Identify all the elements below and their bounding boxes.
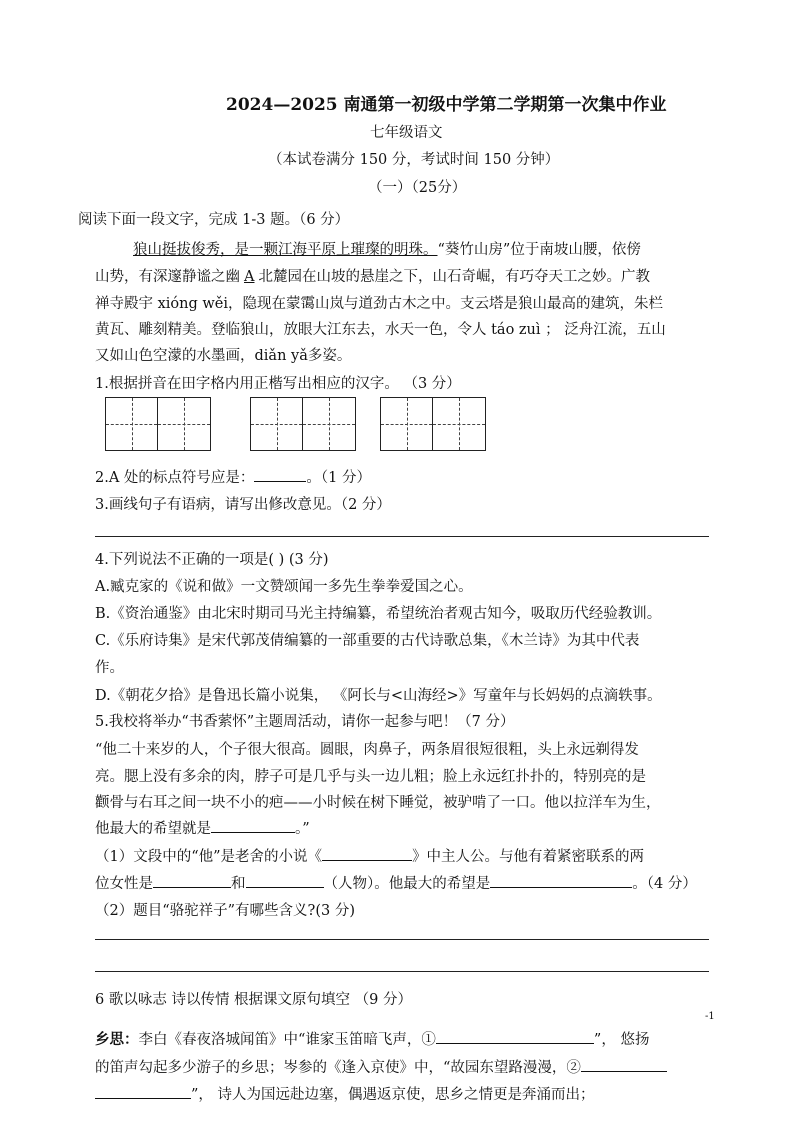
character-blank-1[interactable]: [153, 873, 231, 888]
quote-line-1: “他二十来岁的人，个子很大很高。圆眼，肉鼻子，两条眉很短很粗，头上永远剃得发: [95, 742, 639, 758]
q6-line-3: [95, 1083, 595, 1104]
answer-line[interactable]: [95, 971, 709, 972]
q6-line-1: [95, 1028, 649, 1049]
question-5-1-line-1: [95, 845, 644, 866]
question-2-text: 2.A 处的标点符号应是：: [95, 470, 255, 486]
tianzi-grid-3[interactable]: [380, 397, 486, 451]
question-5-1-line-2: [95, 872, 697, 893]
q6-line-2-a: 的笛声勾起多少游子的乡思；岑参的《逢入京使》中，“故园东望路漫漫，②: [95, 1060, 581, 1076]
q5-1-text-b: 》中主人公。与他有着紧密联系的两: [412, 849, 645, 865]
novel-name-blank[interactable]: [322, 846, 412, 861]
option-c-line-1: C.《乐府诗集》是宋代郭茂倩编纂的一部重要的古代诗歌总集，《木兰诗》为其中代表: [95, 633, 640, 649]
subject-label: 七年级语文: [370, 125, 443, 141]
passage-line-2-b: 北麓园在山坡的悬崖之下，山石奇崛，有巧夺天工之妙。广教: [258, 269, 650, 285]
question-5-2: （2）题目“骆驼祥子”有哪些含义?(3 分): [95, 903, 355, 919]
q5-1-text-e: （人物）。他最大的希望是: [323, 876, 491, 892]
poem-blank-2[interactable]: [581, 1057, 667, 1072]
option-b: B.《资治通鉴》由北宋时期司马光主持编纂，希望统治者观古知今，吸取历代经验教训。: [95, 606, 662, 622]
punctuation-marker-a: A: [244, 269, 255, 285]
quote-line-4-text: 他最大的希望就是: [95, 821, 211, 837]
passage-line-1: [133, 238, 641, 259]
q5-1-text-f: 。（4 分）: [632, 876, 697, 892]
poem-blank-1[interactable]: [436, 1029, 594, 1044]
tianzi-cell[interactable]: [251, 398, 303, 450]
underlined-sentence: 狼山挺拔俊秀，是一颗江海平原上璀璨的明珠。: [133, 242, 438, 258]
option-a: A.臧克家的《说和做》一文赞颂闻一多先生拳拳爱国之心。: [95, 579, 473, 595]
option-d: D.《朝花夕拾》是鲁迅长篇小说集， 《阿长与<山海经>》写童年与长妈妈的点滴轶事。: [95, 688, 662, 704]
question-3: 3.画线句子有语病，请写出修改意见。（2 分）: [95, 497, 391, 513]
answer-blank[interactable]: [254, 467, 306, 482]
passage-line-4: 黄瓦、雕刻精美。登临狼山，放眼大江东去，水天一色，令人 táo zuì ； 泛舟江流，五山: [95, 322, 666, 338]
q6-line-3-b: ”， 诗人为国远赴边塞，偶遇返京使，思乡之情更是奔涌而出；: [191, 1087, 595, 1103]
tianzi-cell[interactable]: [381, 398, 433, 450]
question-5: 5.我校将举办“书香萦怀”主题周活动，请你一起参与吧！（7 分）: [95, 714, 515, 730]
tianzi-cell[interactable]: [433, 398, 485, 450]
q6-label: 乡思：: [95, 1031, 139, 1048]
q5-1-text-c: 位女性是: [95, 876, 153, 892]
question-1: 1.根据拼音在田字格内用正楷写出相应的汉字。 （3 分）: [95, 376, 461, 392]
hope-blank[interactable]: [490, 873, 632, 888]
question-2: [95, 466, 371, 487]
q6-line-2: [95, 1056, 667, 1077]
q6-line-1-b: ”， 悠扬: [593, 1032, 650, 1048]
tianzi-grid-2[interactable]: [250, 397, 356, 451]
passage-line-3: 禅寺殿宇 xióng wěi，隐现在蒙霭山岚与道劲古木之中。支云塔是狼山最高的建筑，朱栏: [95, 296, 664, 312]
answer-line[interactable]: [95, 939, 709, 940]
passage-line-1-rest: “葵竹山房”位于南坡山腰，依傍: [437, 242, 641, 258]
q5-1-text-d: 和: [231, 876, 246, 892]
tianzi-cell[interactable]: [158, 398, 210, 450]
quote-line-4: [95, 817, 310, 838]
exam-title: 2024—2025 南通第一初级中学第二学期第一次集中作业: [226, 95, 667, 115]
exam-note: （本试卷满分 150 分，考试时间 150 分钟）: [268, 152, 560, 168]
passage-line-2-a: 山势，有深邃静谧之幽: [95, 269, 240, 285]
q5-1-text-a: （1）文段中的“他”是老舍的小说《: [95, 849, 323, 865]
q6-line-1-a: 李白《春夜洛城闻笛》中“谁家玉笛暗飞声，①: [138, 1032, 436, 1048]
page-marker: -1: [705, 1011, 715, 1022]
passage-line-5: 又如山色空濛的水墨画，diǎn yǎ多姿。: [95, 348, 352, 364]
poem-blank-2-cont[interactable]: [95, 1084, 191, 1099]
quote-line-3: 颧骨与右耳之间一块不小的疤——小时候在树下睡觉，被驴啃了一口。他以拉洋车为生，: [95, 795, 661, 811]
answer-line[interactable]: [95, 536, 709, 537]
tianzi-grid-1[interactable]: [105, 397, 211, 451]
reading-intro: 阅读下面一段文字，完成 1-3 题。（6 分）: [78, 212, 350, 228]
question-6: 6 歌以咏志 诗以传情 根据课文原句填空 （9 分）: [95, 992, 412, 1008]
section-label: （一）（25分）: [368, 180, 467, 196]
question-4: 4.下列说法不正确的一项是( ) (3 分): [95, 552, 329, 568]
quote-line-2: 亮。腮上没有多余的肉，脖子可是几乎与头一边儿粗；脸上永远红扑扑的，特别亮的是: [95, 769, 646, 785]
character-blank-2[interactable]: [246, 873, 324, 888]
question-2-score: 。（1 分）: [306, 470, 372, 486]
passage-line-2: [95, 265, 650, 286]
quote-line-4-end: 。”: [295, 821, 310, 837]
tianzi-cell[interactable]: [106, 398, 158, 450]
answer-blank[interactable]: [211, 818, 295, 833]
tianzi-cell[interactable]: [303, 398, 355, 450]
option-c-line-2: 作。: [95, 660, 124, 676]
